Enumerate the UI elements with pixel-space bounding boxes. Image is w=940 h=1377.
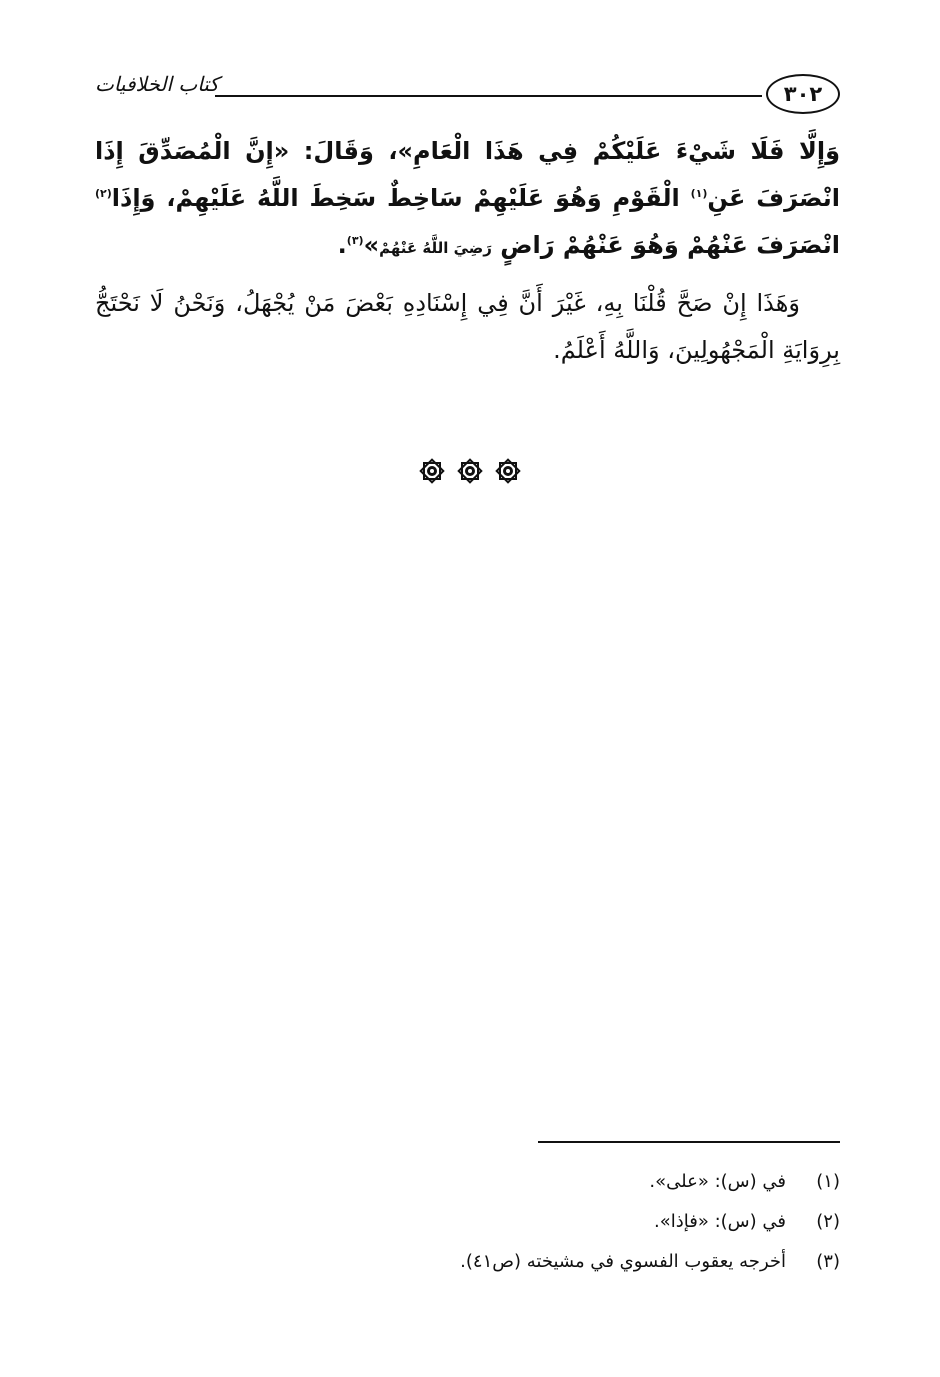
ornament-icon <box>419 458 445 484</box>
ornament-icon <box>495 458 521 484</box>
footnotes <box>340 1162 840 1282</box>
book-title: كتاب الخلافيات <box>95 72 219 96</box>
hadith-text-part2: الْقَوْمِ وَهُوَ عَلَيْهِمْ سَاخِطٌ سَخِطَ اللَّهُ عَلَيْهِمْ، وَإِذَا <box>111 184 691 212</box>
footnote-separator <box>538 1141 840 1143</box>
footnote-ref-1: (١) <box>690 187 708 200</box>
footnote-text: في (س): «فإذا». <box>654 1211 786 1232</box>
page-header <box>95 70 840 120</box>
ornament-icon <box>457 458 483 484</box>
footnote-ref-2: (٢) <box>95 187 112 200</box>
footnote-text: في (س): «على». <box>649 1171 786 1192</box>
footnote-number: (٣) <box>816 1251 840 1272</box>
hadith-text-part3: انْصَرَفَ عَنْهُمْ وَهُوَ عَنْهُمْ رَاضٍ <box>491 231 840 259</box>
footnote-number: (١) <box>816 1171 840 1192</box>
paragraph-commentary: وَهَذَا إِنْ صَحَّ قُلْنَا بِهِ، غَيْرَ أَنَّ فِي إِسْنَادِهِ بَعْضَ مَنْ يُجْهَلُ، وَنَحْنُ لَا نَحْتَجُّ بِرِوَايَةِ الْمَجْهُولِينَ، وَاللَّهُ أَعْلَمُ. <box>95 289 840 364</box>
footnote-item <box>340 1162 840 1202</box>
footnote-item <box>340 1202 840 1242</box>
footnote-text: أخرجه يعقوب الفسوي في مشيخته (ص٤١). <box>460 1251 786 1272</box>
hadith-text-part5: . <box>337 231 347 259</box>
main-text <box>95 128 840 374</box>
honorific-glyph: رَضِيَ اللَّهُ عَنْهُمْ <box>379 239 492 257</box>
footnote-item <box>340 1242 840 1282</box>
footnote-ref-3: (٣) <box>346 234 364 247</box>
header-rule <box>215 95 762 97</box>
paragraph-hadith <box>95 128 840 272</box>
page-number: ٣٠٢ <box>766 74 840 114</box>
footnote-number: (٢) <box>816 1211 840 1232</box>
hadith-text-part1: وَإِلَّا فَلَا شَيْءَ عَلَيْكُمْ فِي هَذَا الْعَامِ»، وَقَالَ: «إِنَّ الْمُصَدِّقَ إِذَا انْصَرَفَ عَنِ <box>95 137 840 212</box>
section-divider-ornaments <box>0 458 940 484</box>
hadith-text-part4: » <box>363 231 380 259</box>
